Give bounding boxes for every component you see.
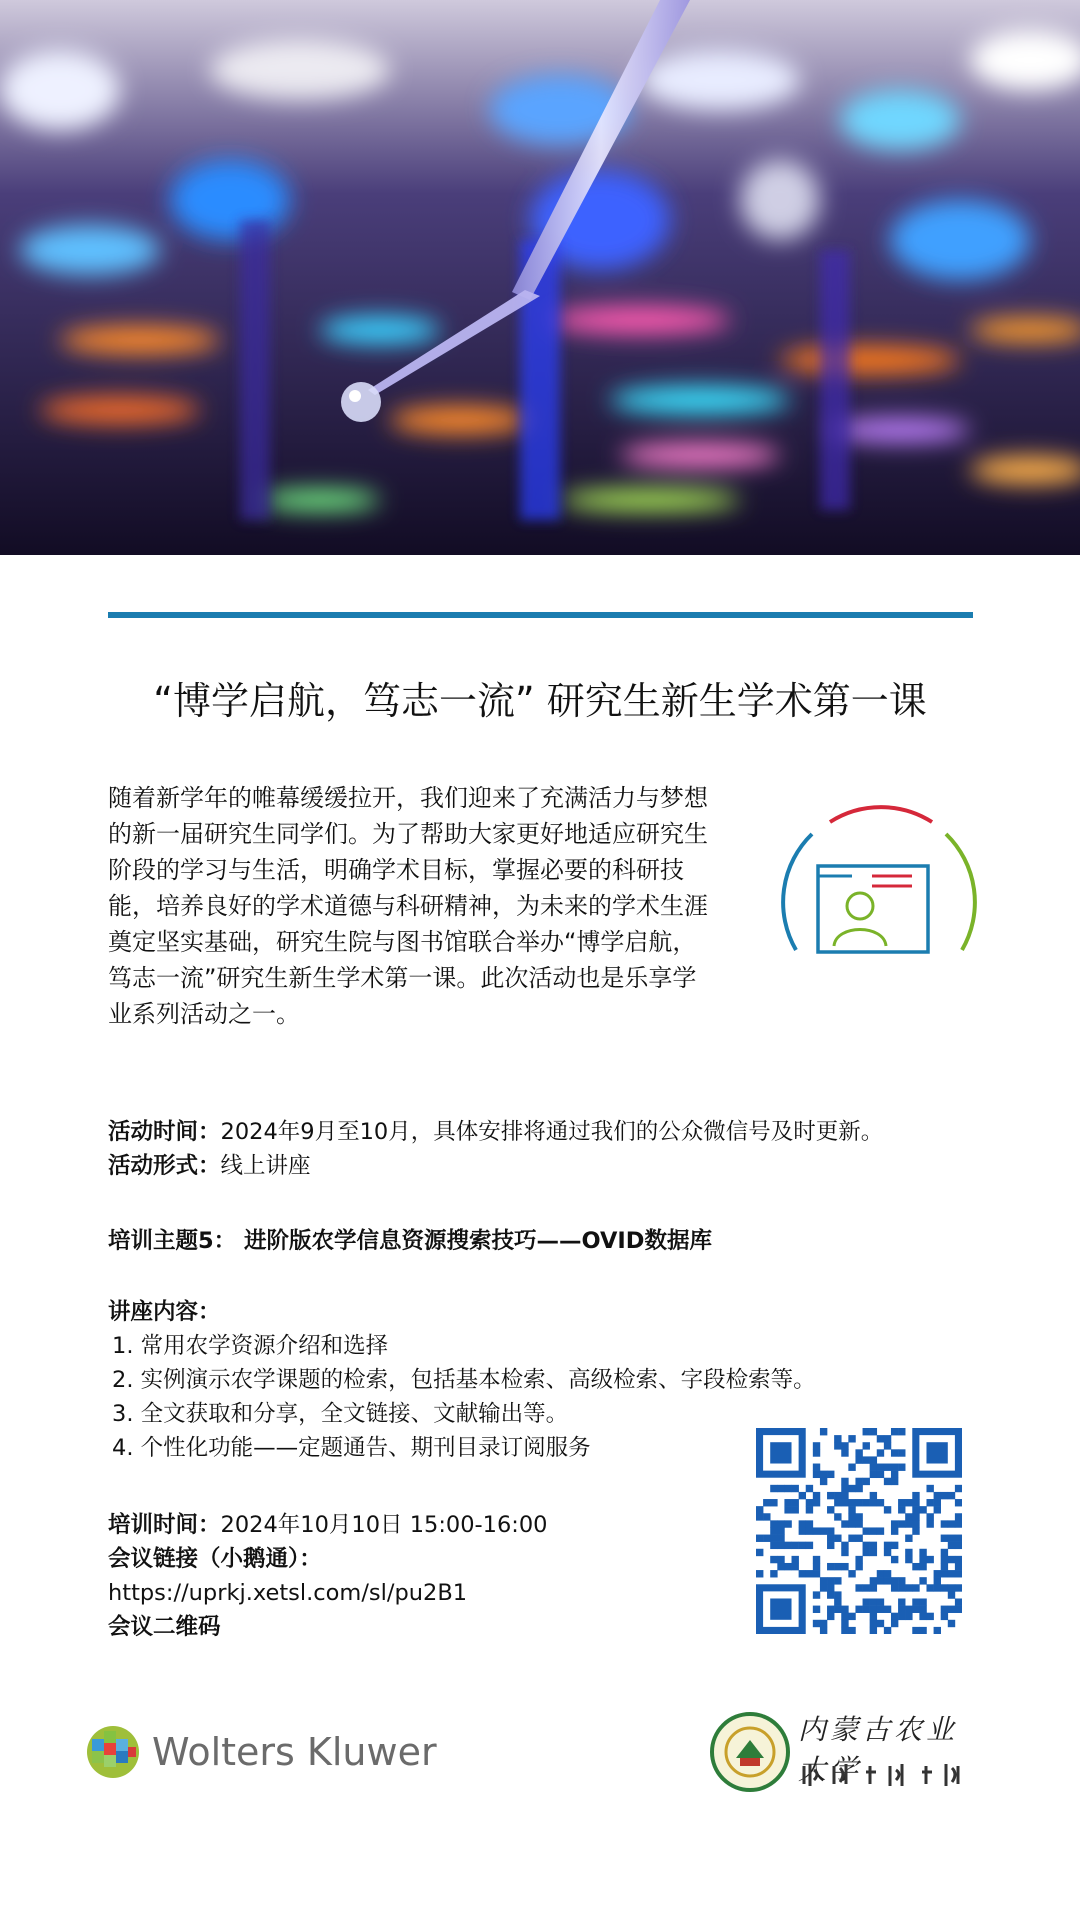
profile-card-icon: [772, 800, 978, 980]
imau-logo: [710, 1708, 970, 1798]
intro-paragraph: 随着新学年的帷幕缓缓拉开，我们迎来了充满活力与梦想的新一届研究生同学们。为了帮助大家更好地适应研究生阶段的学习与生活，明确学术目标，掌握必要的科研技能，培养良好的学术道德与科研精神，为未来的学术生涯奠定坚实基础，研究生院与图书馆联合举办“博学启航，笃志一流”研究生新生学术第一课。此次活动也是乐享学业系列活动之一。: [108, 784, 708, 1028]
section-divider: [108, 612, 973, 618]
wolters-kluwer-logo: [86, 1725, 437, 1779]
activity-info: [108, 1115, 883, 1183]
lecture-item: 1. 常用农学资源介绍和选择: [112, 1333, 389, 1359]
activity-time-value: 2024年9月至10月，具体安排将通过我们的公众微信号及时更新。: [220, 1119, 884, 1145]
wolters-kluwer-mark-icon: [86, 1725, 140, 1779]
wolters-kluwer-name: Wolters Kluwer: [152, 1730, 437, 1774]
university-name: 内蒙古农业大学: [798, 1713, 959, 1786]
lecture-item: 4. 个性化功能——定题通告、期刊目录订阅服务: [112, 1435, 591, 1461]
activity-form-value: 线上讲座: [220, 1153, 311, 1179]
training-time-value: 2024年10月10日 15:00-16:00: [220, 1512, 548, 1538]
meeting-link[interactable]: https://uprkj.xetsl.com/sl/pu2B1: [108, 1580, 468, 1606]
meeting-qr-code[interactable]: [756, 1428, 962, 1634]
training-info: [108, 1508, 548, 1644]
activity-time-label: 活动时间：: [108, 1119, 221, 1145]
hero-image: [0, 0, 1080, 555]
mongolian-script-icon: [800, 1760, 970, 1790]
lecture-content: [108, 1295, 816, 1465]
page-title: “博学启航，笃志一流” 研究生新生学术第一课: [153, 679, 927, 723]
activity-form-label: 活动形式：: [108, 1153, 221, 1179]
lecture-heading: 讲座内容：: [108, 1299, 221, 1325]
meeting-qr-label: 会议二维码: [108, 1614, 221, 1640]
training-time-label: 培训时间：: [108, 1512, 221, 1538]
meeting-link-label: 会议链接（小鹅通）：: [108, 1546, 322, 1572]
university-seal-icon: [710, 1712, 790, 1792]
training-topic: 培训主题5： 进阶版农学信息资源搜索技巧——OVID数据库: [108, 1228, 712, 1254]
lecture-item: 2. 实例演示农学课题的检索，包括基本检索、高级检索、字段检索等。: [112, 1367, 816, 1393]
lecture-item: 3. 全文获取和分享，全文链接、文献输出等。: [112, 1401, 569, 1427]
